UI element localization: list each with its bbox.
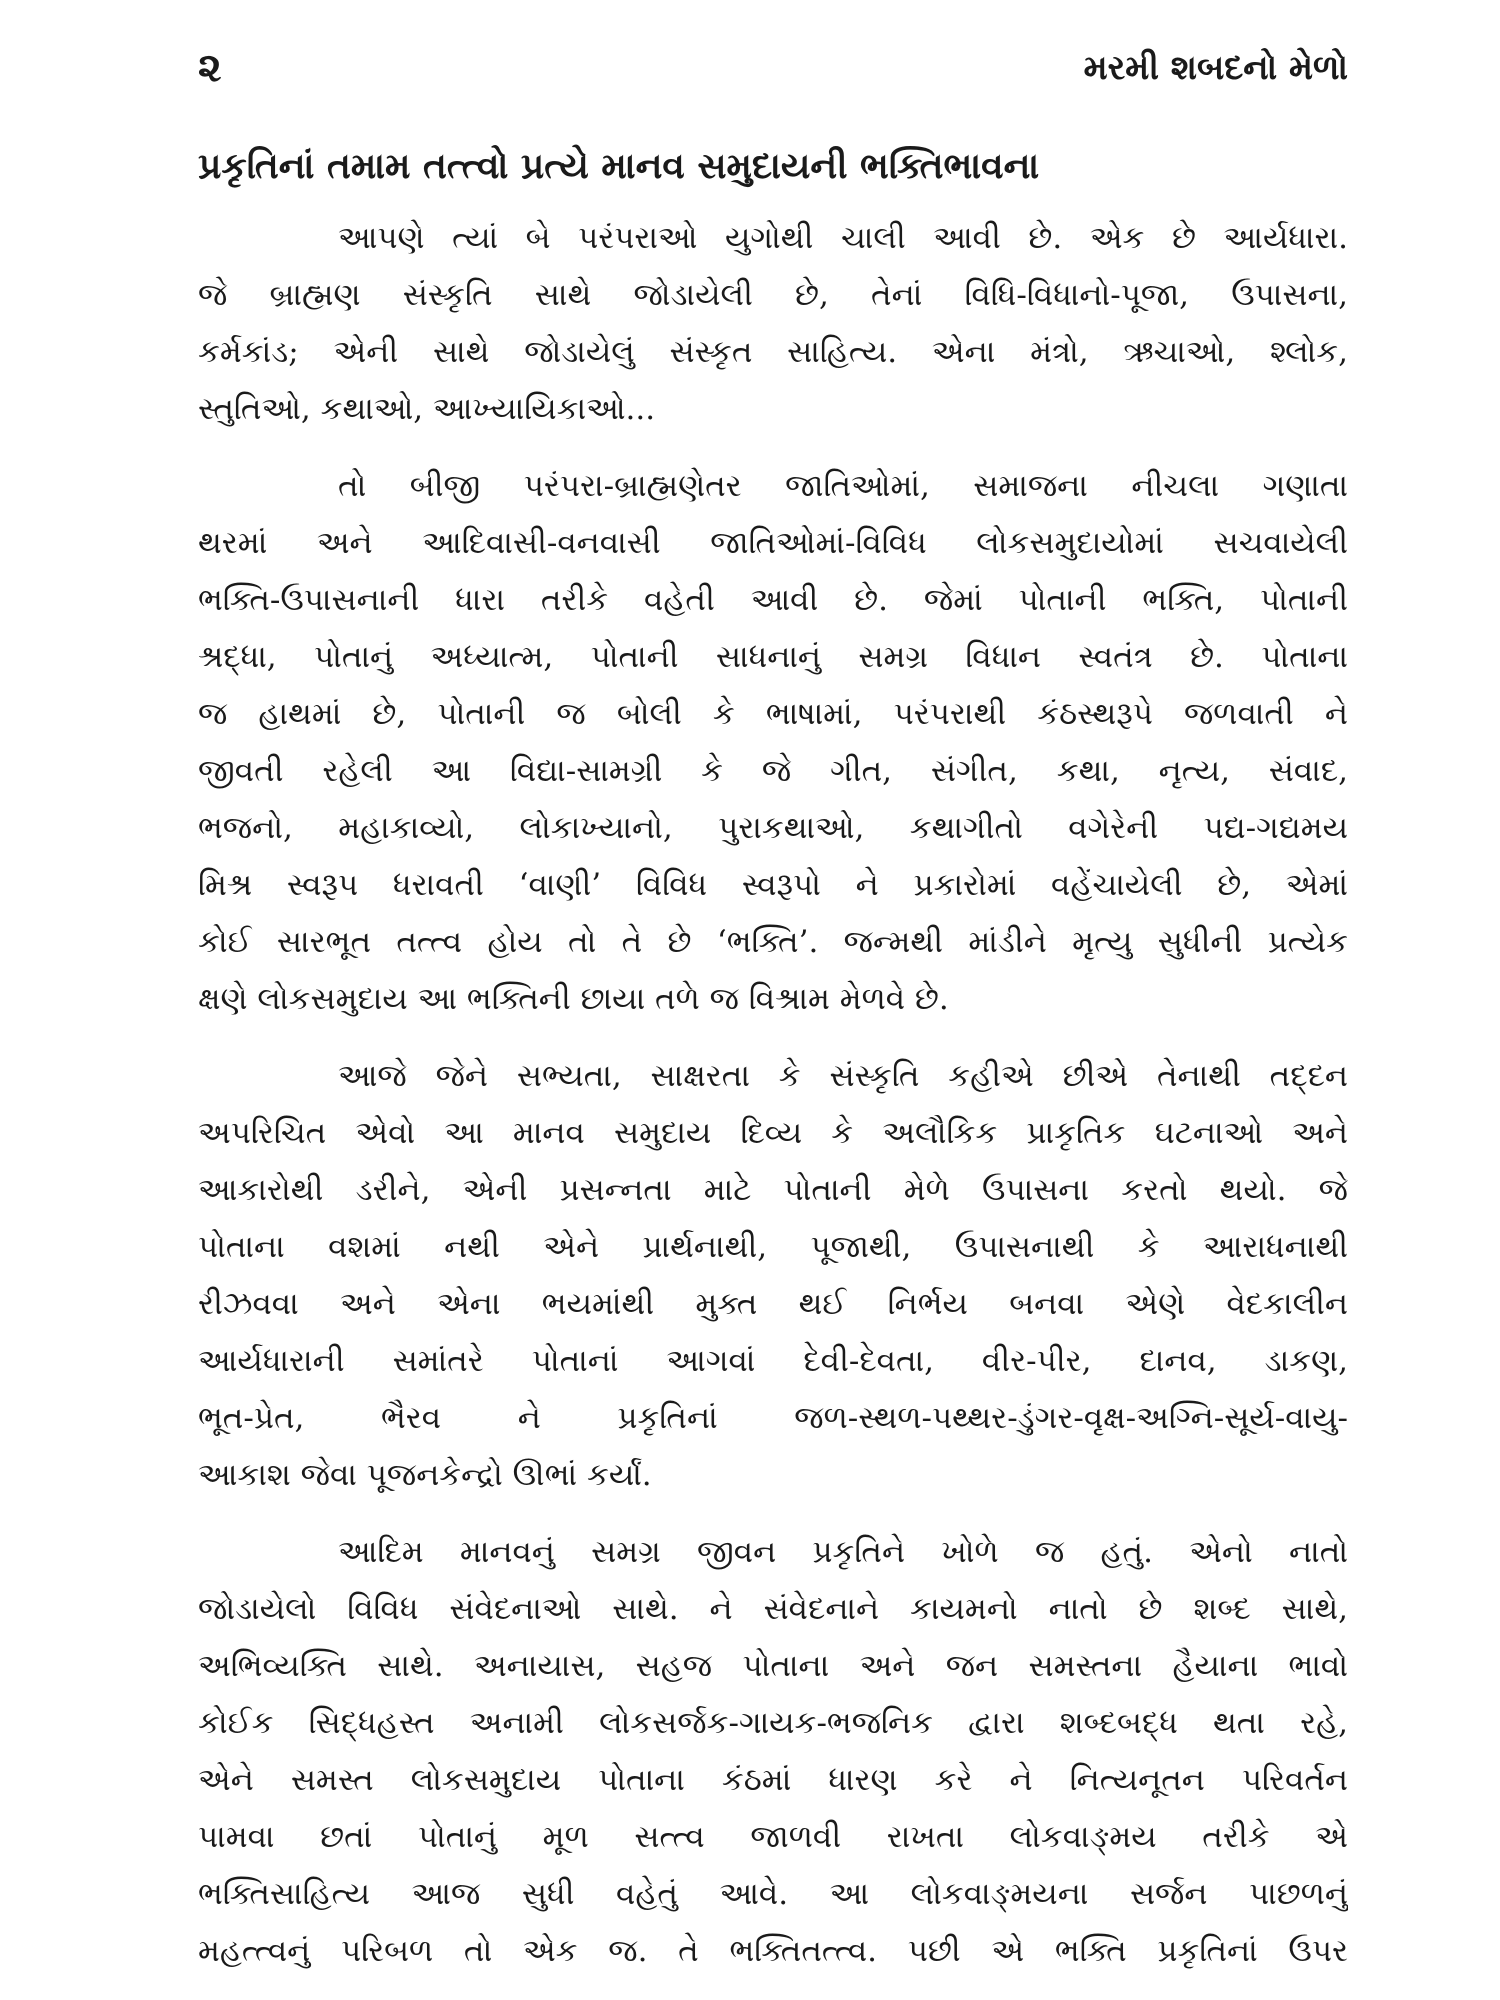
paragraph-2 [198,458,1348,1028]
text-line: જીવતી રહેલી આ વિદ્યા-સામગ્રી કે જે ગીત, સંગીત, કથા, નૃત્ય, સંવાદ, [198,753,1348,789]
text-line: પોતાના વશમાં નથી એને પ્રાર્થનાથી, પૂજાથી, ઉપાસનાથી કે આરાધનાથી [198,1229,1348,1265]
text-line: પામવા છતાં પોતાનું મૂળ સત્ત્વ જાળવી રાખતા લોકવાઙ્મય તરીકે એ [198,1819,1348,1855]
text-line: આર્યધારાની સમાંતરે પોતાનાં આગવાં દેવી-દેવતા, વીર-પીર, દાનવ, ડાકણ, [198,1343,1348,1379]
text-line: જ હાથમાં છે, પોતાની જ બોલી કે ભાષામાં, પરંપરાથી કંઠસ્થરૂપે જળવાતી ને [198,696,1348,732]
body-text [198,210,1348,2000]
text-line: અપરિચિત એવો આ માનવ સમુદાય દિવ્ય કે અલૌકિક પ્રાકૃતિક ઘટનાઓ અને [198,1115,1348,1151]
book-page [198,0,1348,2000]
text-line: મિશ્ર સ્વરૂપ ધરાવતી ‘વાણી’ વિવિધ સ્વરૂપો ને પ્રકારોમાં વહેંચાયેલી છે, એમાં [198,867,1348,903]
text-line: આકારોથી ડરીને, એની પ્રસન્નતા માટે પોતાની મેળે ઉપાસના કરતો થયો. જે [198,1172,1348,1208]
text-line: જોડાયેલો વિવિધ સંવેદનાઓ સાથે. ને સંવેદનાને કાયમનો નાતો છે શબ્દ સાથે, [198,1591,1348,1627]
text-line: ભક્તિ-ઉપાસનાની ધારા તરીકે વહેતી આવી છે. જેમાં પોતાની ભક્તિ, પોતાની [198,582,1348,618]
text-line: એને સમસ્ત લોકસમુદાય પોતાના કંઠમાં ધારણ કરે ને નિત્યનૂતન પરિવર્તન [198,1762,1348,1798]
text-line: કોઈક સિદ્ધહસ્ત અનામી લોકસર્જક-ગાયક-ભજનિક દ્વારા શબ્દબદ્ધ થતા રહે, [198,1705,1348,1741]
page-number: ૨ [198,44,222,91]
section-heading: પ્રકૃતિનાં તમામ તત્ત્વો પ્રત્યે માનવ સમુદાયની ભક્તિભાવના [198,145,1040,187]
text-line: થરમાં અને આદિવાસી-વનવાસી જાતિઓમાં-વિવિધ લોકસમુદાયોમાં સચવાયેલી [198,525,1348,561]
text-line: આદિમ માનવનું સમગ્ર જીવન પ્રકૃતિને ખોળે જ હતું. એનો નાતો [338,1534,1348,1570]
running-header [198,38,1348,98]
paragraph-4 [198,1524,1348,1980]
text-line: ભૂત-પ્રેત, ભૈરવ ને પ્રકૃતિનાં જળ-સ્થળ-પથ્થર-ડુંગર-વૃક્ષ-અગ્નિ-સૂર્ય-વાયુ- [198,1400,1348,1436]
text-line: ક્ષણે લોકસમુદાય આ ભક્તિની છાયા તળે જ વિશ્રામ મેળવે છે. [198,981,949,1017]
paragraph-1 [198,210,1348,438]
text-line: જે બ્રાહ્મણ સંસ્કૃતિ સાથે જોડાયેલી છે, તેનાં વિધિ-વિધાનો-પૂજા, ઉપાસના, [198,277,1348,313]
text-line: મહત્ત્વનું પરિબળ તો એક જ. તે ભક્તિતત્ત્વ. પછી એ ભક્તિ પ્રકૃતિનાં ઉપર [198,1933,1348,1969]
text-line: કોઈ સારભૂત તત્ત્વ હોય તો તે છે ‘ભક્તિ’. જન્મથી માંડીને મૃત્યુ સુધીની પ્રત્યેક [198,924,1348,960]
text-line: સ્તુતિઓ, કથાઓ, આખ્યાયિકાઓ... [198,391,656,427]
text-line: આપણે ત્યાં બે પરંપરાઓ યુગોથી ચાલી આવી છે. એક છે આર્યધારા. [338,220,1348,256]
text-line: શ્રદ્ધા, પોતાનું અધ્યાત્મ, પોતાની સાધનાનું સમગ્ર વિધાન સ્વતંત્ર છે. પોતાના [198,639,1348,675]
text-line: ભજનો, મહાકાવ્યો, લોકાખ્યાનો, પુરાકથાઓ, કથાગીતો વગેરેની પદ્ય-ગદ્યમય [198,810,1348,846]
text-line: આજે જેને સભ્યતા, સાક્ષરતા કે સંસ્કૃતિ કહીએ છીએ તેનાથી તદ્દન [338,1058,1348,1094]
text-line: ભક્તિસાહિત્ય આજ સુધી વહેતું આવે. આ લોકવાઙ્મયના સર્જન પાછળનું [198,1876,1348,1912]
text-line: તો બીજી પરંપરા-બ્રાહ્મણેતર જાતિઓમાં, સમાજના નીચલા ગણાતા [338,468,1348,504]
paragraph-3 [198,1048,1348,1504]
text-line: અભિવ્યક્તિ સાથે. અનાયાસ, સહજ પોતાના અને જન સમસ્તના હૈયાના ભાવો [198,1648,1348,1684]
text-line: રીઝવવા અને એના ભયમાંથી મુક્ત થઈ નિર્ભય બનવા એણે વેદકાલીન [198,1286,1348,1322]
book-title: મરમી શબદનો મેળો [1083,48,1348,88]
text-line: આકાશ જેવા પૂજનકેન્દ્રો ઊભાં કર્યાં. [198,1457,652,1493]
text-line: કર્મકાંડ; એની સાથે જોડાયેલું સંસ્કૃત સાહિત્ય. એના મંત્રો, ઋચાઓ, શ્લોક, [198,334,1348,370]
